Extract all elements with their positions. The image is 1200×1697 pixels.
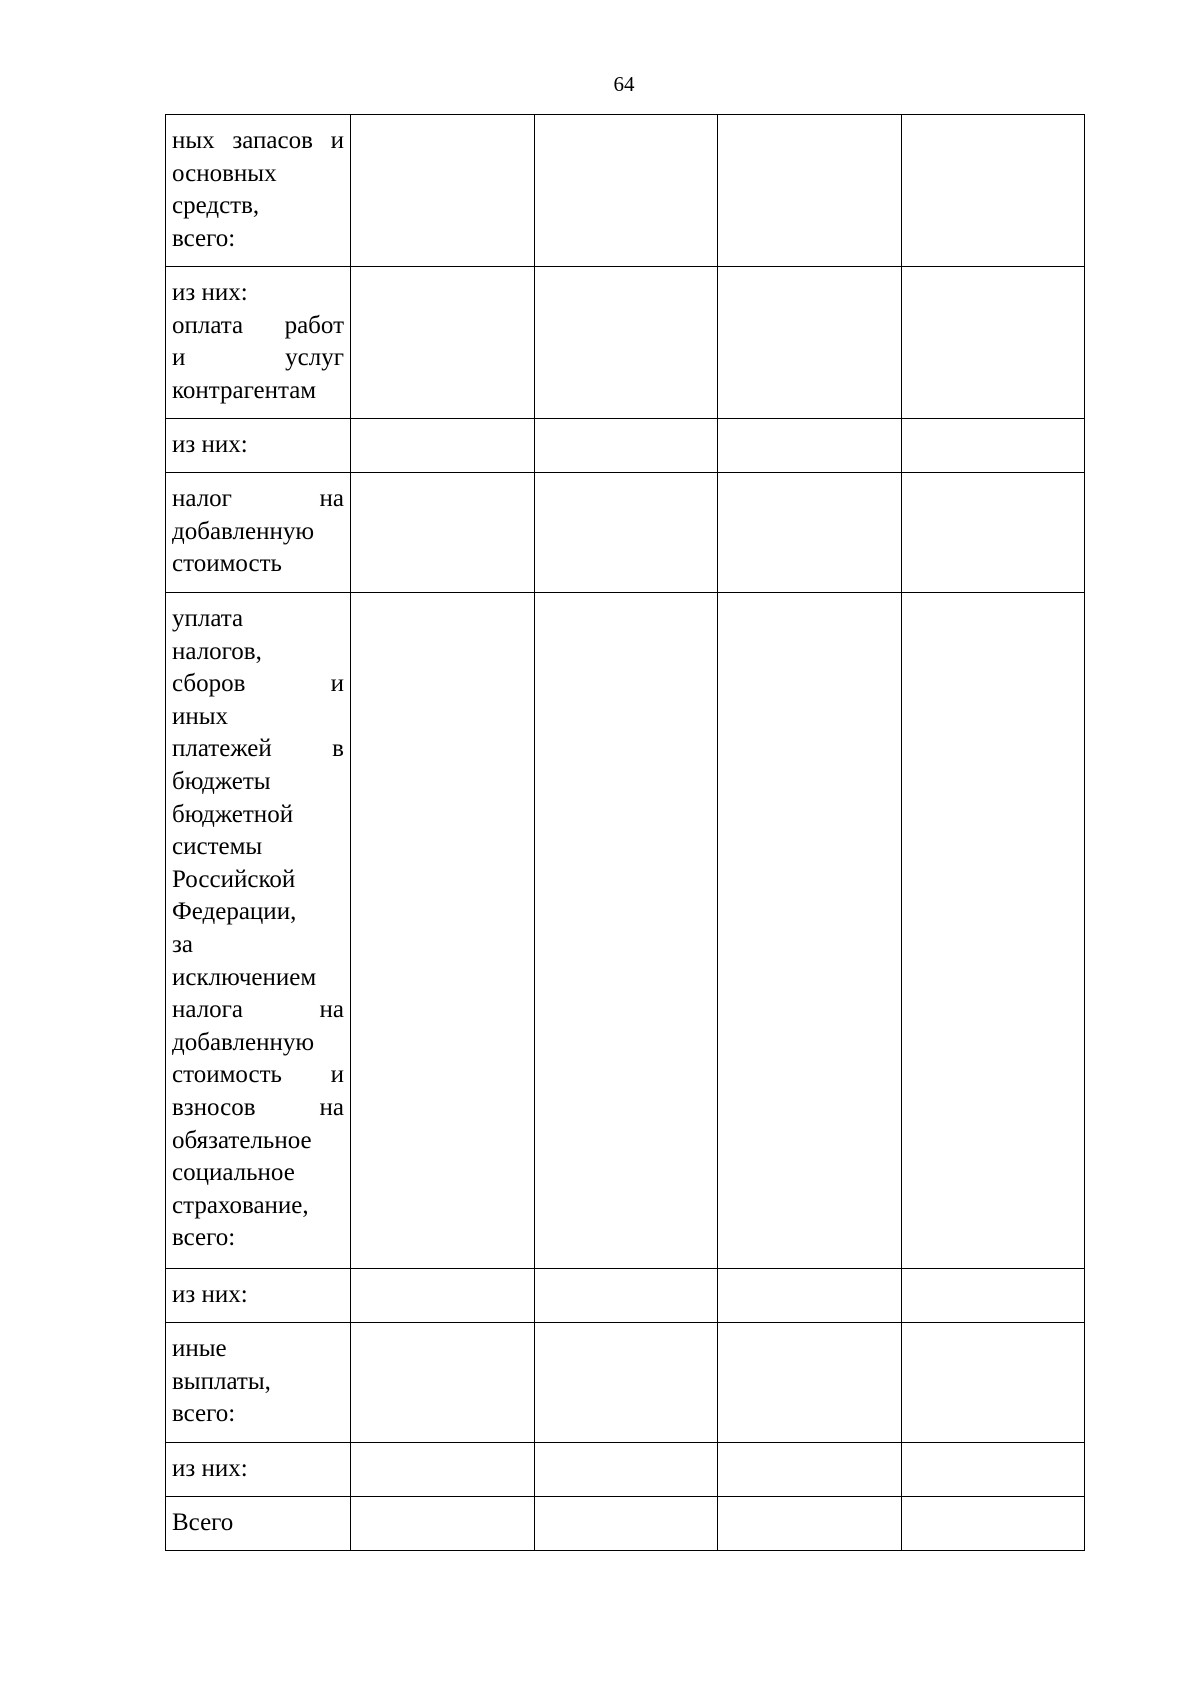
row-label bbox=[172, 1279, 344, 1312]
empty-cell bbox=[351, 419, 535, 473]
row-label-line: бюджеты bbox=[172, 767, 271, 795]
empty-cell bbox=[901, 1323, 1085, 1443]
empty-cell bbox=[901, 1269, 1085, 1323]
table-row bbox=[166, 1443, 1085, 1497]
row-label-line: Всего bbox=[172, 1509, 234, 1536]
row-label-line: стоимость и bbox=[172, 1061, 344, 1089]
table-row bbox=[166, 473, 1085, 593]
row-label-line: иные bbox=[172, 1335, 227, 1362]
row-label-line: и услуг bbox=[172, 344, 344, 372]
table-body bbox=[166, 115, 1085, 1551]
row-label-cell bbox=[166, 593, 351, 1269]
row-label bbox=[172, 1507, 344, 1540]
empty-cell bbox=[901, 267, 1085, 419]
table-row bbox=[166, 115, 1085, 267]
table-row bbox=[166, 1497, 1085, 1551]
empty-cell bbox=[718, 115, 902, 267]
row-label-line: средств, bbox=[172, 192, 260, 220]
row-label-line: сборов и bbox=[172, 670, 344, 698]
row-label-line: налога на bbox=[172, 996, 344, 1024]
empty-cell bbox=[351, 593, 535, 1269]
table-row bbox=[166, 419, 1085, 473]
empty-cell bbox=[901, 1497, 1085, 1551]
row-label bbox=[172, 1453, 344, 1486]
empty-cell bbox=[718, 267, 902, 419]
table-row bbox=[166, 1323, 1085, 1443]
empty-cell bbox=[718, 473, 902, 593]
row-label-line: налогов, bbox=[172, 637, 262, 665]
row-label-line: оплата работ bbox=[172, 311, 344, 339]
row-label-line: добавленную bbox=[172, 1028, 315, 1056]
row-label-line: добавленную bbox=[172, 517, 315, 545]
empty-cell bbox=[351, 1323, 535, 1443]
row-label-line: обязательное bbox=[172, 1126, 312, 1154]
empty-cell bbox=[351, 473, 535, 593]
row-label-line: социальное bbox=[172, 1159, 295, 1187]
row-label bbox=[172, 483, 344, 581]
empty-cell bbox=[534, 1269, 718, 1323]
row-label-line: исключением bbox=[172, 963, 317, 991]
empty-cell bbox=[718, 593, 902, 1269]
row-label-line: страхование, bbox=[172, 1191, 309, 1219]
row-label-cell bbox=[166, 115, 351, 267]
row-label-line: системы bbox=[172, 833, 263, 861]
page-number: 64 bbox=[613, 72, 635, 96]
empty-cell bbox=[351, 1443, 535, 1497]
row-label-cell bbox=[166, 1443, 351, 1497]
row-label-line: Федерации, bbox=[172, 898, 297, 926]
empty-cell bbox=[718, 1443, 902, 1497]
empty-cell bbox=[901, 419, 1085, 473]
empty-cell bbox=[901, 1443, 1085, 1497]
row-label-line: из них: bbox=[172, 279, 248, 306]
empty-cell bbox=[534, 419, 718, 473]
row-label-line: из них: bbox=[172, 1455, 248, 1482]
row-label bbox=[172, 277, 344, 407]
row-label bbox=[172, 1333, 344, 1431]
row-label-cell bbox=[166, 267, 351, 419]
empty-cell bbox=[351, 1497, 535, 1551]
empty-cell bbox=[534, 1497, 718, 1551]
empty-cell bbox=[718, 419, 902, 473]
row-label-line: взносов на bbox=[172, 1093, 344, 1121]
row-label bbox=[172, 429, 344, 462]
report-table bbox=[165, 114, 1085, 1551]
empty-cell bbox=[351, 1269, 535, 1323]
row-label-line: всего: bbox=[172, 1400, 236, 1428]
table-row bbox=[166, 1269, 1085, 1323]
row-label-line: стоимость bbox=[172, 550, 282, 578]
row-label-line: выплаты, bbox=[172, 1367, 271, 1395]
row-label bbox=[172, 603, 344, 1255]
row-label-line: ных запасов и bbox=[172, 127, 344, 154]
empty-cell bbox=[718, 1323, 902, 1443]
empty-cell bbox=[901, 593, 1085, 1269]
table-row bbox=[166, 267, 1085, 419]
row-label-line: иных bbox=[172, 702, 229, 730]
empty-cell bbox=[534, 1443, 718, 1497]
row-label-cell bbox=[166, 1323, 351, 1443]
row-label-line: бюджетной bbox=[172, 800, 294, 828]
row-label-line: из них: bbox=[172, 1281, 248, 1308]
empty-cell bbox=[718, 1497, 902, 1551]
row-label-cell bbox=[166, 1269, 351, 1323]
empty-cell bbox=[901, 473, 1085, 593]
row-label-cell bbox=[166, 1497, 351, 1551]
empty-cell bbox=[534, 267, 718, 419]
row-label-line: из них: bbox=[172, 431, 248, 458]
empty-cell bbox=[534, 115, 718, 267]
row-label-line: налог на bbox=[172, 485, 344, 512]
row-label-cell bbox=[166, 419, 351, 473]
empty-cell bbox=[351, 267, 535, 419]
row-label-line: основных bbox=[172, 159, 277, 187]
row-label-line: всего: bbox=[172, 1224, 236, 1252]
row-label bbox=[172, 125, 344, 255]
row-label-line: контрагентам bbox=[172, 376, 317, 404]
row-label-line: уплата bbox=[172, 605, 244, 632]
row-label-line: всего: bbox=[172, 224, 236, 252]
row-label-line: платежей в bbox=[172, 735, 344, 763]
empty-cell bbox=[534, 1323, 718, 1443]
empty-cell bbox=[534, 593, 718, 1269]
empty-cell bbox=[534, 473, 718, 593]
empty-cell bbox=[901, 115, 1085, 267]
empty-cell bbox=[351, 115, 535, 267]
empty-cell bbox=[718, 1269, 902, 1323]
row-label-line: за bbox=[172, 930, 193, 958]
row-label-line: Российской bbox=[172, 865, 296, 893]
row-label-cell bbox=[166, 473, 351, 593]
table-row bbox=[166, 593, 1085, 1269]
